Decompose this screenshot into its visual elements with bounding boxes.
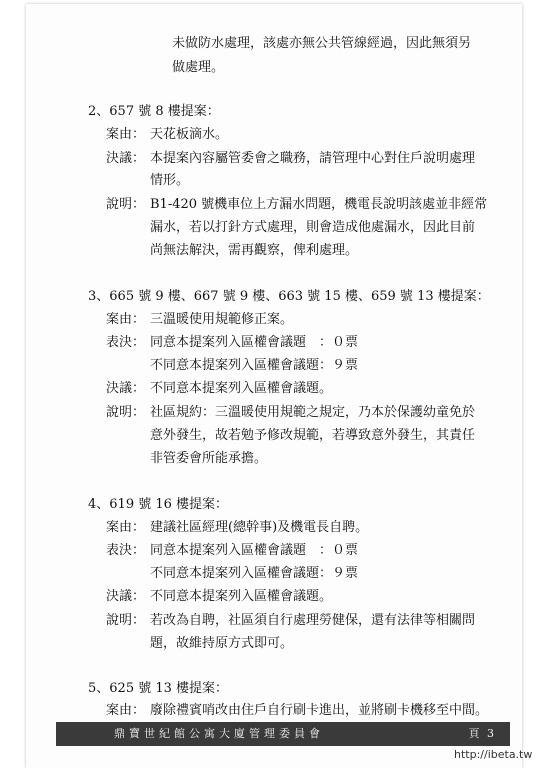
resolution-label: 決議： [106, 589, 146, 604]
note-text: 漏水，若以打針方式處理，則會造成他處漏水，因此目前 [150, 220, 476, 235]
note-label: 說明： [106, 613, 146, 628]
vote-no: 不同意本提案列入區權會議題：９票 [150, 358, 359, 373]
vote-yes: 同意本提案列入區權會議題 ：０票 [150, 543, 359, 558]
vote-label: 表決： [106, 543, 146, 558]
resolution-text: 不同意本提案列入區權會議題。 [150, 381, 333, 396]
resolution-text: 不同意本提案列入區權會議題。 [150, 589, 333, 604]
proposal-title: 4、619 號 16 樓提案： [88, 497, 229, 512]
reason-text: 廢除禮賓哨改由住戶自行刷卡進出，並將刷卡機移至中間。 [150, 703, 489, 718]
proposal-title: 3、665 號 9 樓、667 號 9 樓、663 號 15 樓、659 號 13 樓提案： [88, 289, 490, 304]
intro-line: 做處理。 [172, 60, 225, 75]
page-number: 頁 3 [468, 727, 496, 740]
proposal-title: 2、657 號 8 樓提案： [88, 104, 220, 119]
proposal-title: 5、625 號 13 樓提案： [88, 681, 229, 696]
page-footer [56, 722, 510, 746]
note-label: 說明： [106, 405, 146, 420]
resolution-label: 決議： [106, 151, 146, 166]
note-label: 說明： [106, 197, 146, 212]
reason-text: 天花板滴水。 [150, 127, 229, 142]
note-text: B1-420 號機車位上方漏水問題，機電長說明該處並非經常 [150, 197, 488, 212]
note-text: 題，故維持原方式即可。 [150, 636, 294, 651]
reason-label: 案由： [106, 127, 146, 142]
intro-line: 未做防水處理，該處亦無公共管線經過，因此無須另 [172, 36, 472, 51]
resolution-text: 本提案內容屬管委會之職務，請管理中心對住戶說明處理 [150, 151, 476, 166]
reason-text: 三溫暖使用規範修正案。 [150, 312, 294, 327]
reason-label: 案由： [106, 520, 146, 535]
reason-label: 案由： [106, 312, 146, 327]
resolution-label: 決議： [106, 381, 146, 396]
note-text: 意外發生，故若勉予修改規範，若導致意外發生，其責任 [150, 428, 476, 443]
note-text: 尚無法解決，需再觀察，俾利處理。 [150, 243, 359, 258]
note-text: 非管委會所能承擔。 [150, 451, 268, 466]
vote-label: 表決： [106, 335, 146, 350]
watermark: http://ibeta.tw [454, 748, 533, 761]
vote-yes: 同意本提案列入區權會議題 ：０票 [150, 335, 359, 350]
reason-text: 建議社區經理(總幹事)及機電長自聘。 [150, 520, 369, 535]
note-text: 若改為自聘，社區須自行處理勞健保，還有法律等相關問 [150, 613, 476, 628]
reason-label: 案由： [106, 703, 146, 718]
resolution-text: 情形。 [150, 173, 190, 188]
footer-organization: 鼎寶世紀館公寓大廈管理委員會 [114, 727, 324, 740]
note-text: 社區規約：三溫暖使用規範之規定，乃本於保護幼童免於 [150, 405, 476, 420]
vote-no: 不同意本提案列入區權會議題：９票 [150, 566, 359, 581]
